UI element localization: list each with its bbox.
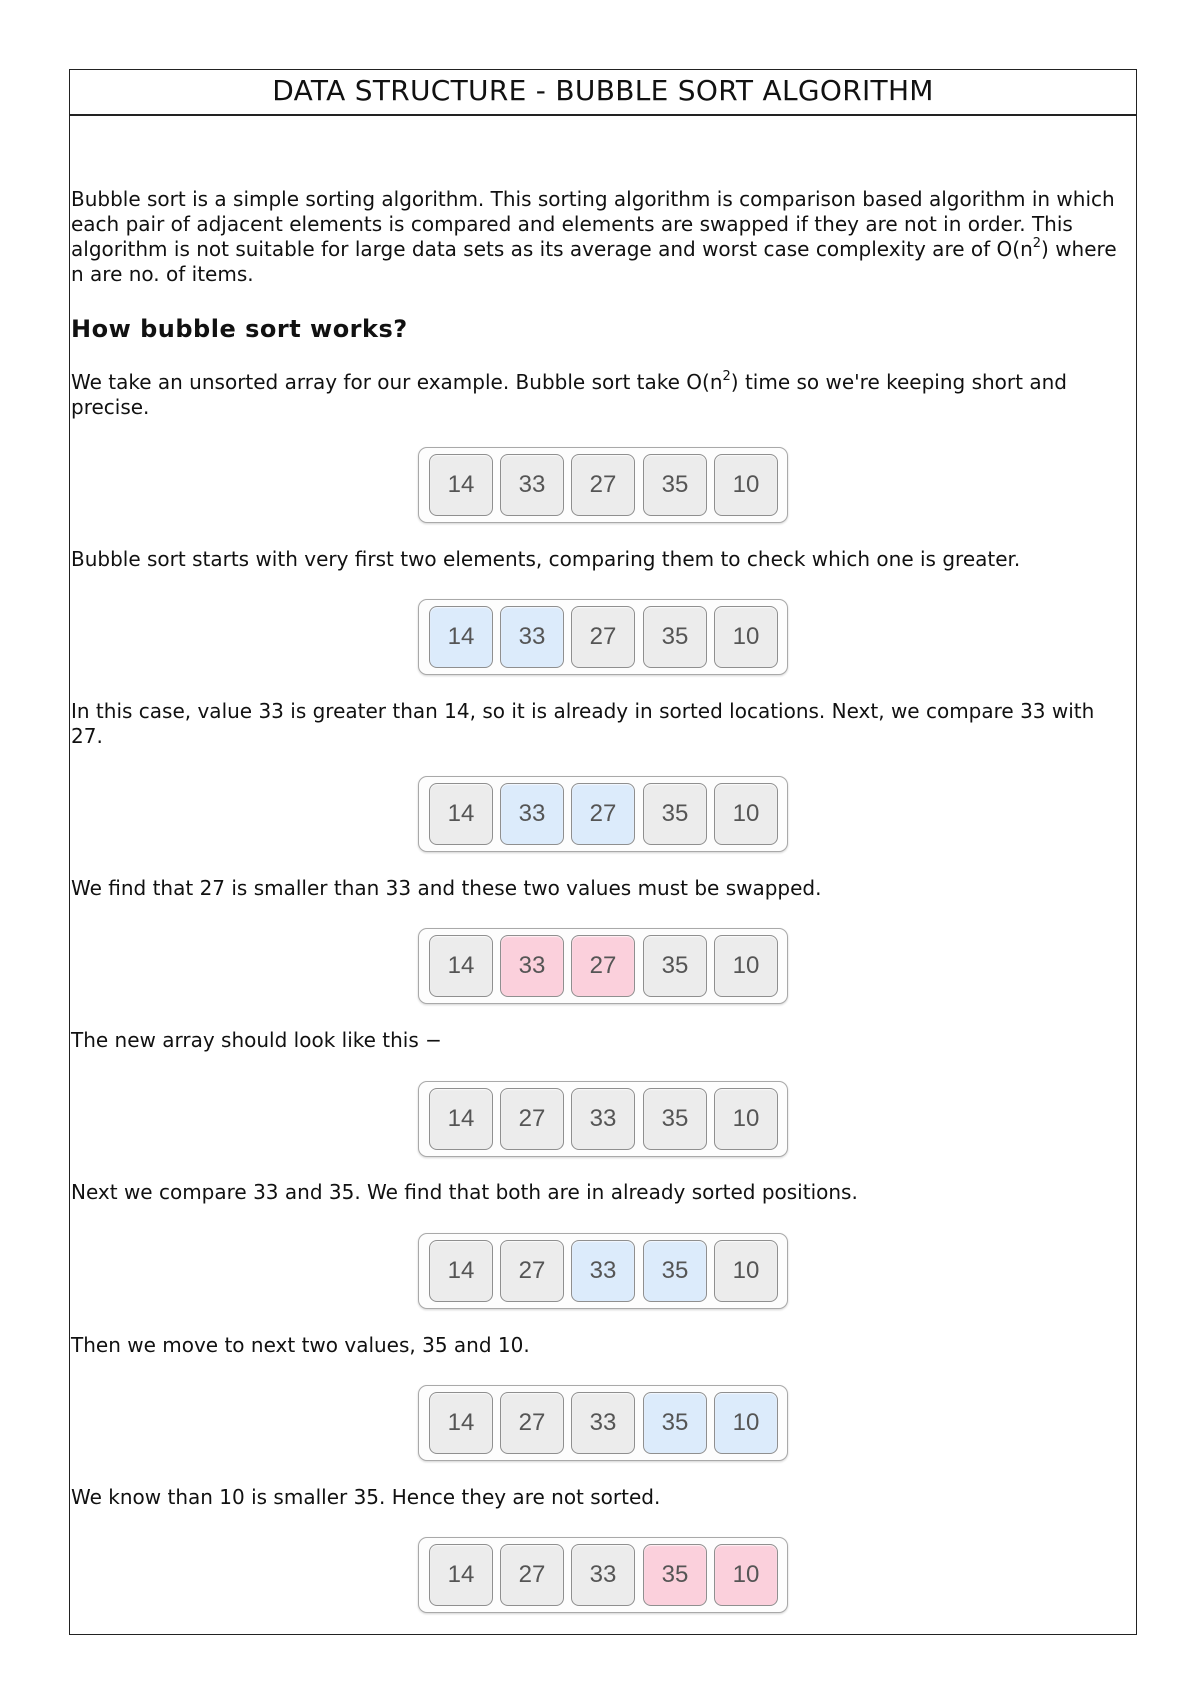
array-cell: 27 (500, 1088, 564, 1150)
array-figure-2 (418, 599, 788, 675)
section-heading: How bubble sort works? (71, 315, 408, 343)
example-exponent: 2 (722, 369, 731, 384)
array-cell: 10 (714, 935, 778, 997)
array-cell: 14 (429, 783, 493, 845)
array-cell: 33 (571, 1240, 635, 1302)
array-figure-5 (418, 1081, 788, 1157)
array-cell: 10 (714, 454, 778, 516)
array-figure-4 (418, 928, 788, 1004)
step-text-6: Then we move to next two values, 35 and 10. (71, 1333, 530, 1357)
array-cell: 35 (643, 454, 707, 516)
array-cell: 35 (643, 1240, 707, 1302)
array-cell: 35 (643, 1392, 707, 1454)
step-text-1: Bubble sort starts with very first two elements, comparing them to check which one is greater. (71, 547, 1021, 571)
array-cell: 33 (500, 935, 564, 997)
step-text-3: We find that 27 is smaller than 33 and these two values must be swapped. (71, 876, 822, 900)
array-figure-1 (418, 447, 788, 523)
array-cell: 27 (571, 935, 635, 997)
array-cell: 35 (643, 783, 707, 845)
array-cell: 14 (429, 935, 493, 997)
array-cell: 35 (643, 606, 707, 668)
array-cell: 14 (429, 1544, 493, 1606)
array-figure-8 (418, 1537, 788, 1613)
array-cell: 33 (500, 606, 564, 668)
array-figure-7 (418, 1385, 788, 1461)
array-cell: 35 (643, 1088, 707, 1150)
array-cell: 14 (429, 1088, 493, 1150)
step-text-5: Next we compare 33 and 35. We find that both are in already sorted positions. (71, 1180, 858, 1204)
example-text: We take an unsorted array for our example. Bubble sort take O(n (71, 370, 723, 394)
array-cell: 14 (429, 1392, 493, 1454)
array-cell: 10 (714, 1240, 778, 1302)
array-cell: 10 (714, 783, 778, 845)
array-cell: 33 (571, 1392, 635, 1454)
array-cell: 35 (643, 935, 707, 997)
array-cell: 35 (643, 1544, 707, 1606)
array-cell: 33 (571, 1544, 635, 1606)
array-cell: 10 (714, 1088, 778, 1150)
example-paragraph (71, 370, 1121, 420)
array-cell: 14 (429, 606, 493, 668)
intro-text-end: ) where n are no. of items. (71, 237, 1117, 286)
array-cell: 33 (571, 1088, 635, 1150)
array-cell: 27 (500, 1544, 564, 1606)
intro-exponent: 2 (1032, 236, 1042, 251)
array-cell: 27 (571, 606, 635, 668)
page-title: DATA STRUCTURE - BUBBLE SORT ALGORITHM (70, 70, 1136, 116)
example-text-end: ) time so we're keeping short and precise. (71, 370, 1067, 419)
intro-text: Bubble sort is a simple sorting algorithm. This sorting algorithm is comparison based algorithm in which each pair of adjacent elements is compared and elements are swapped if they are not in order. This algorithm is not suitable for large data sets as its average and worst case complexity are of O(n (71, 187, 1115, 261)
intro-paragraph (71, 187, 1121, 287)
document-frame (69, 69, 1137, 1635)
array-cell: 27 (500, 1392, 564, 1454)
array-cell: 27 (571, 783, 635, 845)
array-cell: 14 (429, 454, 493, 516)
array-figure-3 (418, 776, 788, 852)
array-cell: 14 (429, 1240, 493, 1302)
array-figure-6 (418, 1233, 788, 1309)
step-text-7: We know than 10 is smaller 35. Hence they are not sorted. (71, 1485, 661, 1509)
array-cell: 33 (500, 454, 564, 516)
array-cell: 27 (571, 454, 635, 516)
array-cell: 33 (500, 783, 564, 845)
array-cell: 27 (500, 1240, 564, 1302)
array-cell: 10 (714, 1544, 778, 1606)
step-text-4: The new array should look like this − (71, 1028, 442, 1052)
array-cell: 10 (714, 606, 778, 668)
step-text-2: In this case, value 33 is greater than 14, so it is already in sorted locations. Next, we compare 33 with 27. (71, 699, 1095, 748)
array-cell: 10 (714, 1392, 778, 1454)
